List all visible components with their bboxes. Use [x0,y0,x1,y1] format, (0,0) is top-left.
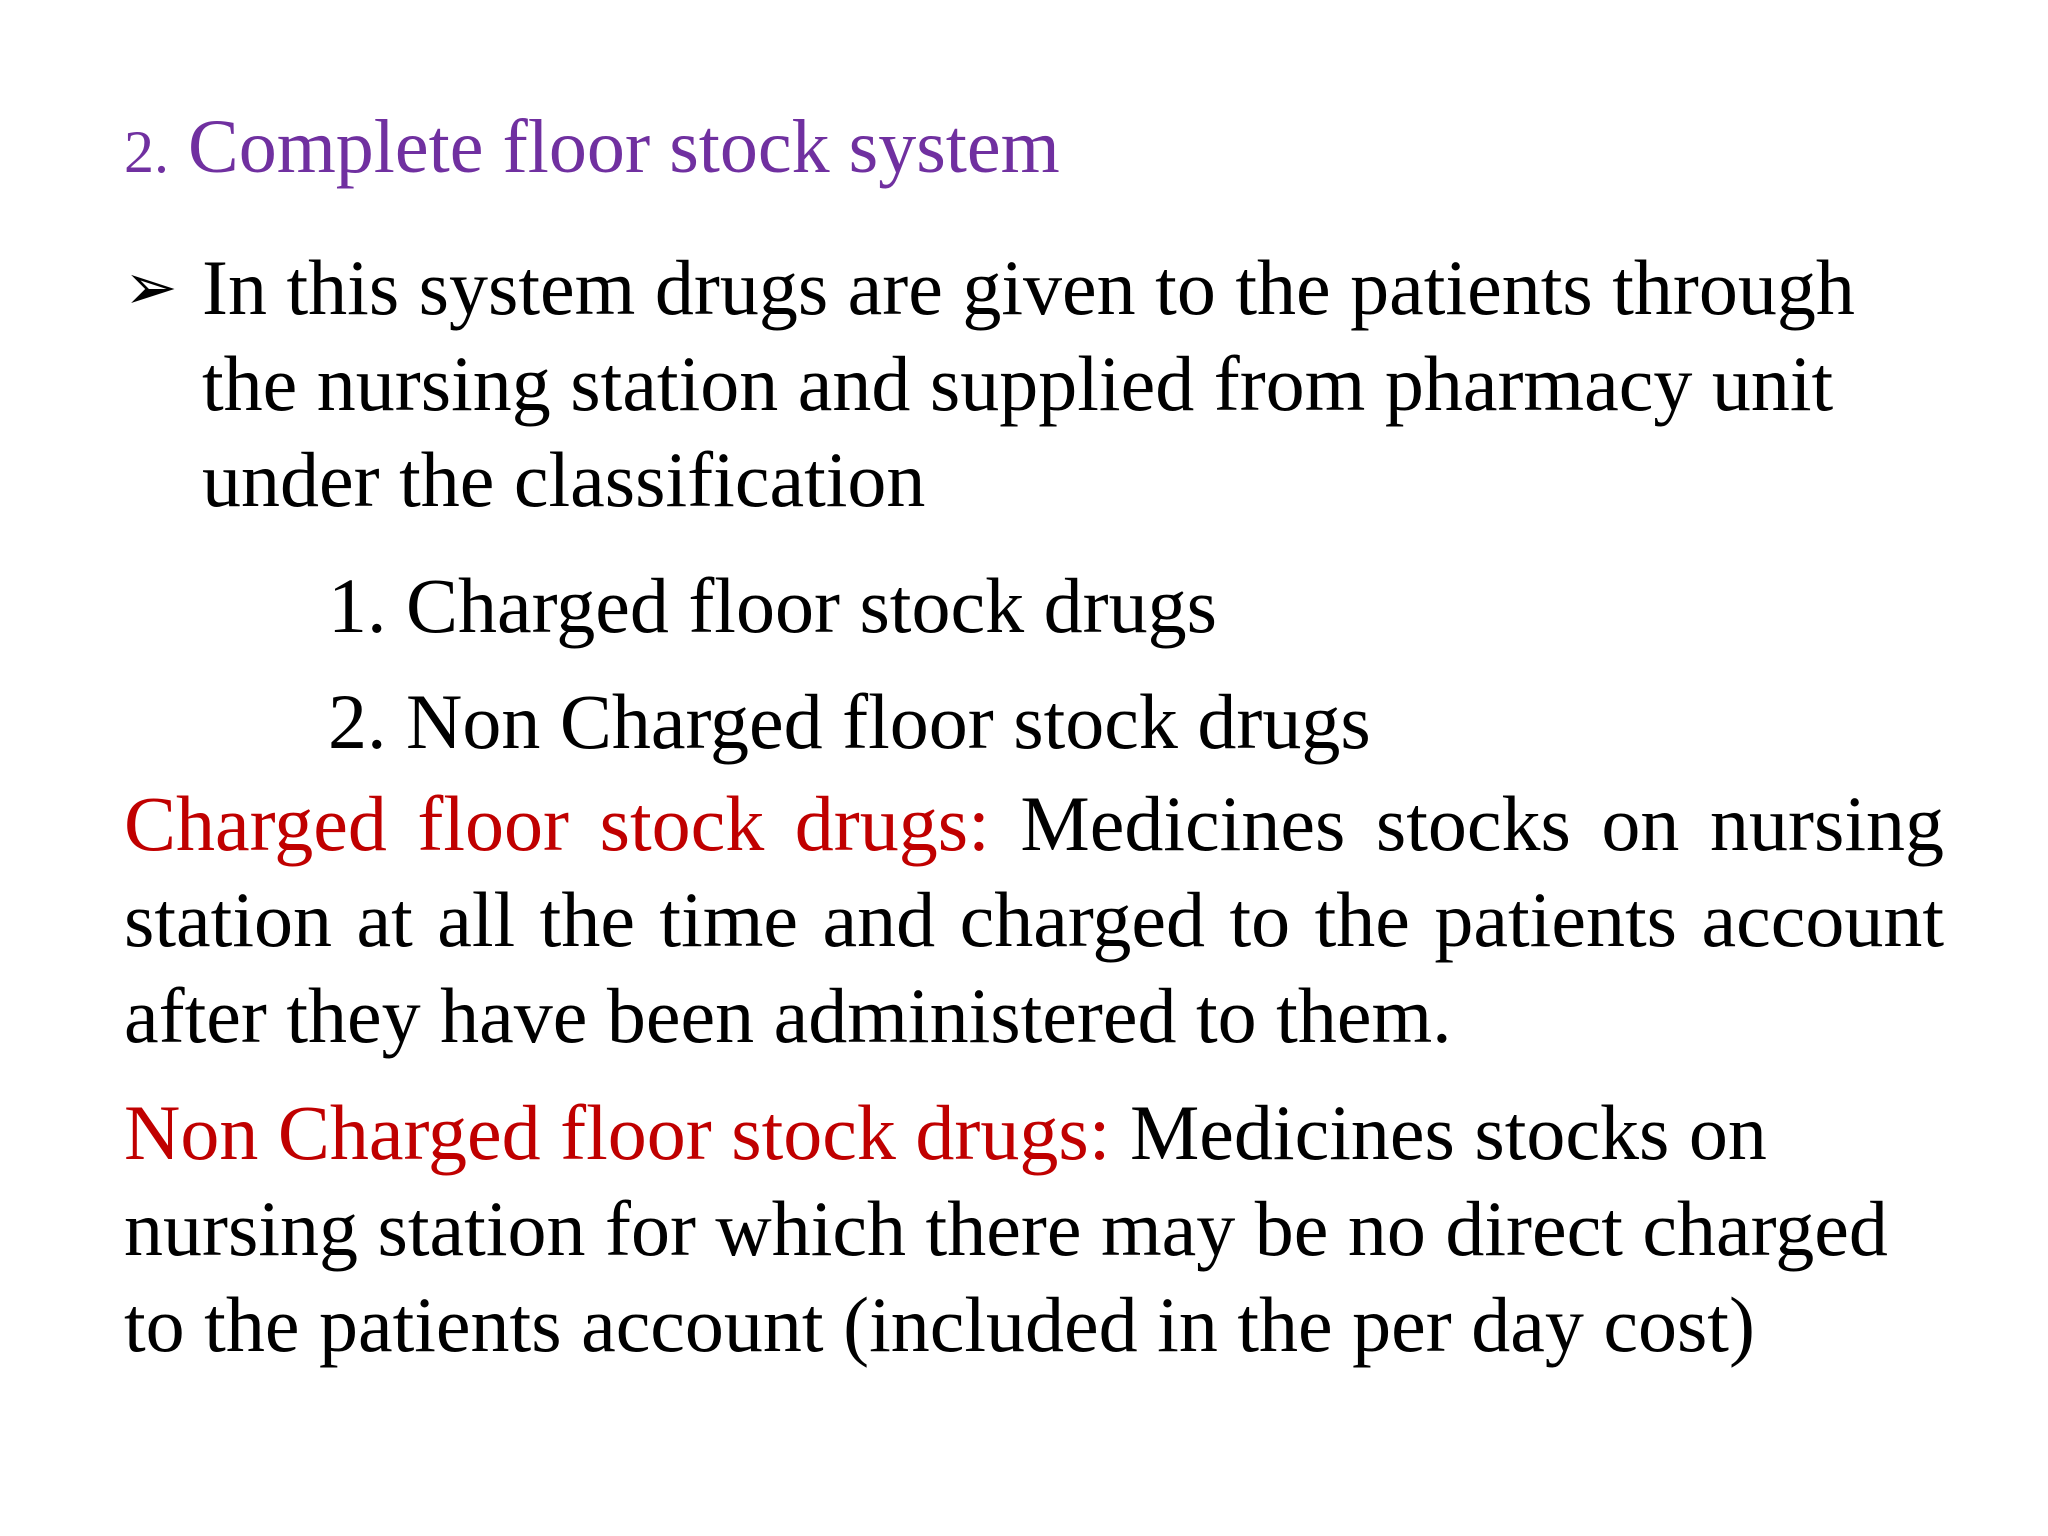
definition-charged [124,776,1944,1064]
definition-text: Medicines stocks on nursing station at all the time and charged to the patients account after they have been administered to them. [124,780,1945,1059]
title-number: 2. [124,119,169,185]
classification-item-non-charged: 2. Non Charged floor stock drugs [328,678,1371,765]
bullet-item [124,240,1944,528]
definition-non-charged [124,1085,1944,1373]
definition-term: Charged floor stock drugs: [124,780,990,867]
bullet-text: In this system drugs are given to the patients through the nursing station and supplied from pharmacy unit under the classification [202,244,1855,523]
slide-title [124,102,1060,197]
arrowhead-bullet-icon: ➢ [124,251,178,325]
definition-text: Medicines stocks on nursing station for which there may be no direct charged to the patients account (included in the per day cost) [124,1089,1888,1368]
title-text: Complete floor stock system [188,105,1060,189]
classification-list [328,548,1371,780]
definition-term: Non Charged floor stock drugs: [124,1089,1111,1176]
classification-item-charged: 1. Charged floor stock drugs [328,562,1217,649]
